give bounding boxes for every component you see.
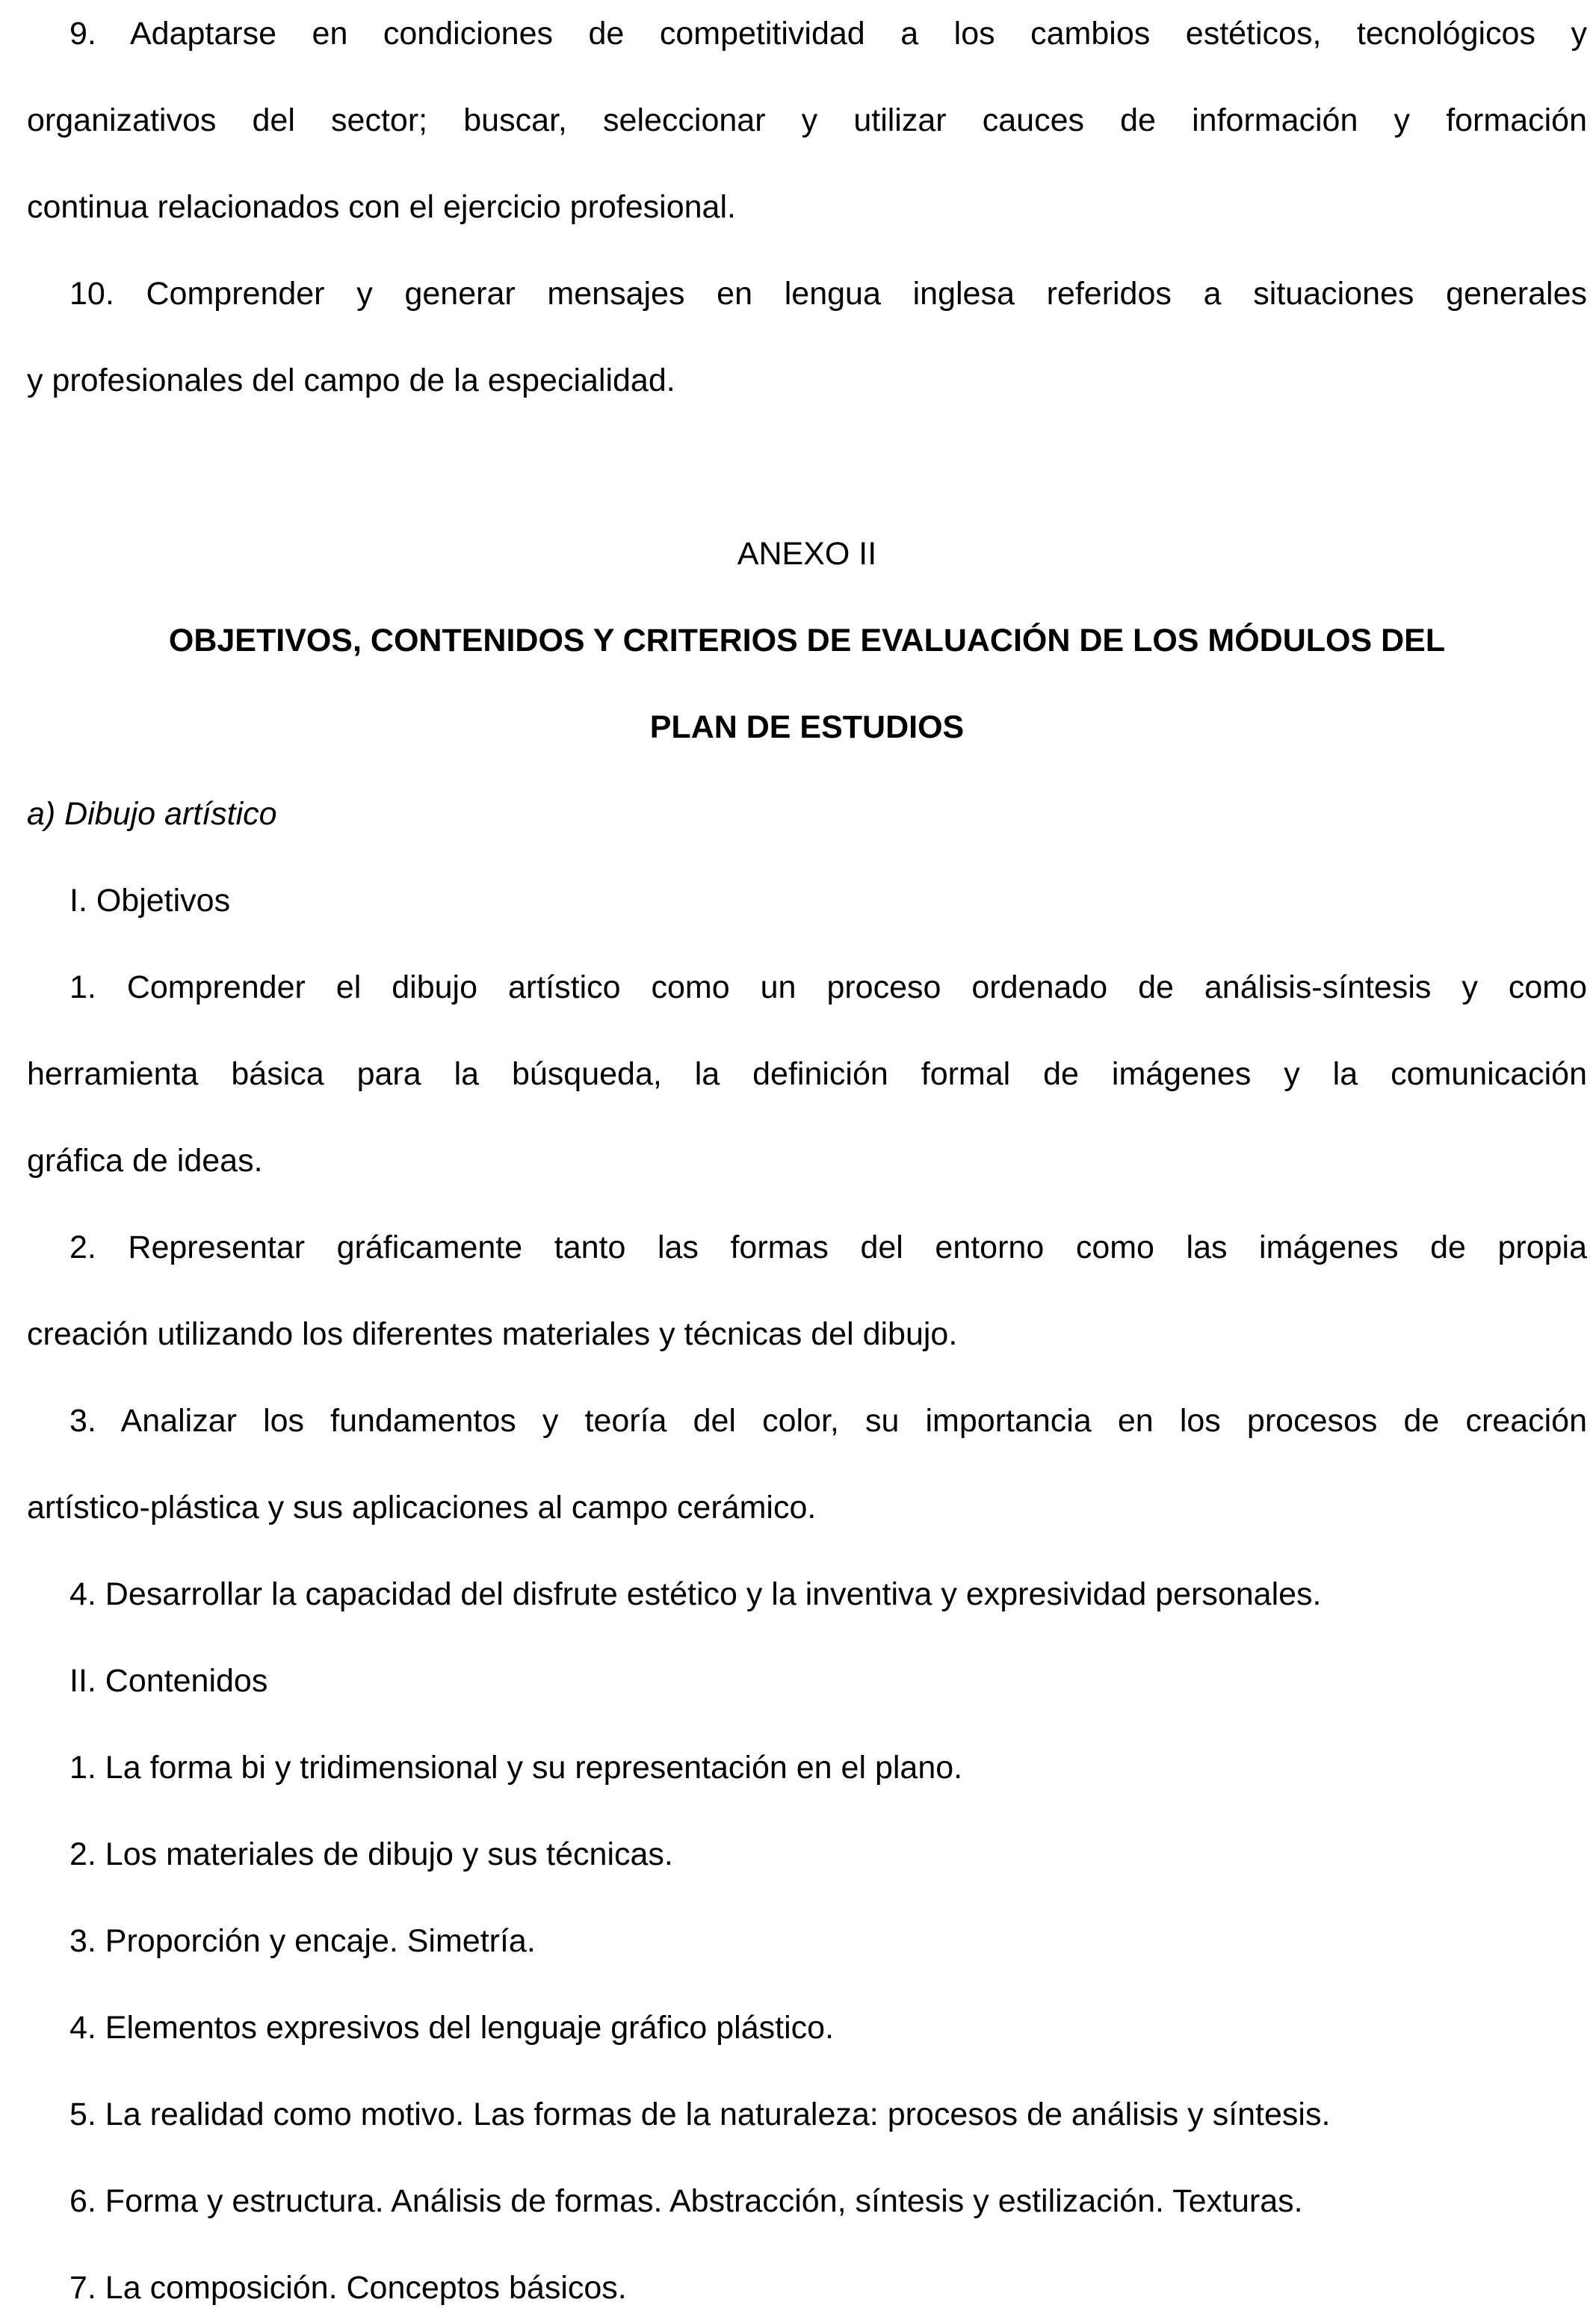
module-objective-2-line-2: creación utilizando los diferentes materiales y técnicas del dibujo.	[27, 1316, 958, 1352]
contents-heading: II. Contenidos	[69, 1663, 268, 1699]
annex-label: ANEXO II	[737, 536, 877, 572]
module-objective-1-line-2: herramienta básica para la búsqueda, la definición formal de imágenes y la comunicación	[27, 1056, 1587, 1092]
content-item-7: 7. La composición. Conceptos básicos.	[69, 2270, 627, 2306]
content-item-4: 4. Elementos expresivos del lenguaje gráfico plástico.	[69, 2010, 835, 2046]
content-item-5: 5. La realidad como motivo. Las formas de la naturaleza: procesos de análisis y síntesis.	[69, 2097, 1331, 2132]
content-item-1: 1. La forma bi y tridimensional y su representación en el plano.	[69, 1750, 963, 1786]
module-objective-3-line-1: 3. Analizar los fundamentos y teoría del color, su importancia en los procesos de creación	[69, 1403, 1587, 1439]
objectives-heading: I. Objetivos	[69, 883, 231, 919]
content-item-2: 2. Los materiales de dibujo y sus técnicas.	[69, 1836, 673, 1872]
content-item-6: 6. Forma y estructura. Análisis de formas. Abstracción, síntesis y estilización. Texturas.	[69, 2183, 1303, 2219]
module-objective-2-line-1: 2. Representar gráficamente tanto las formas del entorno como las imágenes de propia	[69, 1230, 1587, 1265]
objective-10-line-2: y profesionales del campo de la especialidad.	[27, 362, 675, 398]
module-objective-3-line-2: artístico-plástica y sus aplicaciones al campo cerámico.	[27, 1490, 817, 1525]
module-objective-1-line-3: gráfica de ideas.	[27, 1143, 263, 1179]
objective-10-line-1: 10. Comprender y generar mensajes en lengua inglesa referidos a situaciones generales	[69, 276, 1587, 312]
objective-9-line-1: 9. Adaptarse en condiciones de competitividad a los cambios estéticos, tecnológicos y	[69, 16, 1587, 52]
annex-title-line-1: OBJETIVOS, CONTENIDOS Y CRITERIOS DE EVALUACIÓN DE LOS MÓDULOS DEL	[168, 623, 1446, 658]
module-objective-1-line-1: 1. Comprender el dibujo artístico como un proceso ordenado de análisis-síntesis y como	[69, 969, 1587, 1005]
annex-title-line-2: PLAN DE ESTUDIOS	[649, 709, 965, 745]
module-objective-4: 4. Desarrollar la capacidad del disfrute estético y la inventiva y expresividad personales.	[69, 1576, 1322, 1612]
objective-9-line-3: continua relacionados con el ejercicio profesional.	[27, 189, 736, 225]
content-item-3: 3. Proporción y encaje. Simetría.	[69, 1923, 536, 1959]
module-heading: a) Dibujo artístico	[27, 796, 277, 832]
objective-9-line-2: organizativos del sector; buscar, seleccionar y utilizar cauces de información y formación	[27, 102, 1587, 138]
